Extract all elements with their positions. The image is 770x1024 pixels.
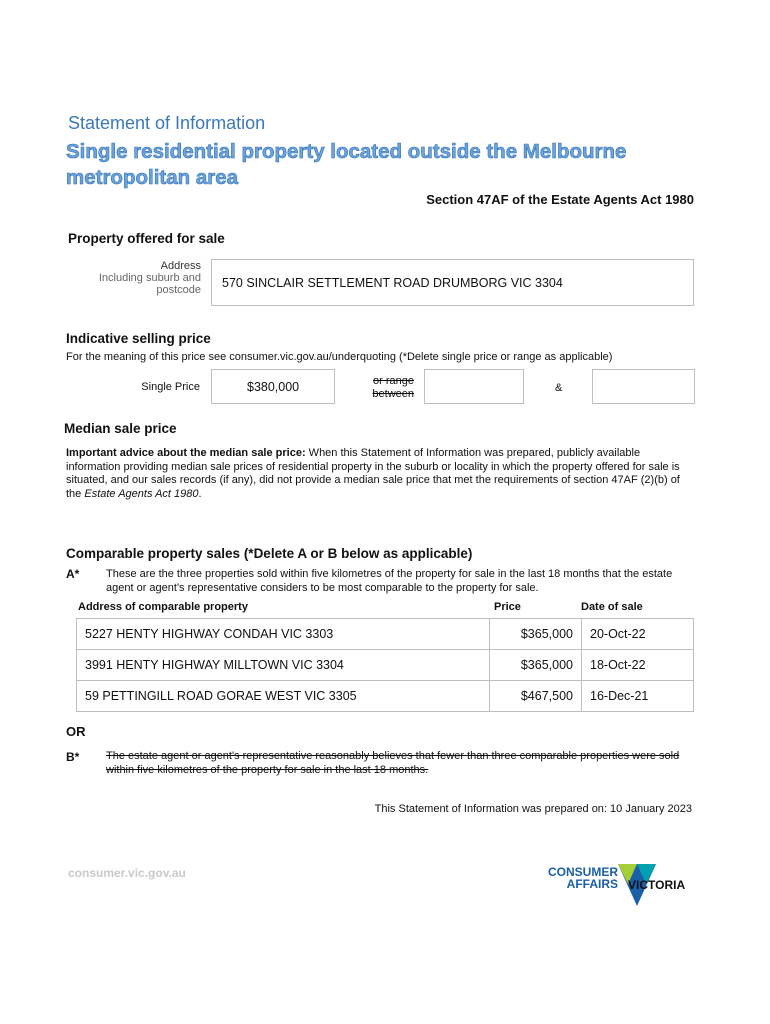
comparable-address[interactable]: 3991 HENTY HIGHWAY MILLTOWN VIC 3304 xyxy=(77,650,490,681)
logo-line-1: CONSUMER xyxy=(547,865,618,879)
col-header-price: Price xyxy=(494,601,521,613)
option-a-marker: A* xyxy=(66,567,80,581)
single-price-field[interactable] xyxy=(211,369,335,404)
comparable-price[interactable]: $365,000 xyxy=(490,650,582,681)
option-b-marker: B* xyxy=(66,750,80,764)
logo-line-2: AFFAIRS xyxy=(566,877,618,891)
median-heading: Median sale price xyxy=(64,421,177,436)
or-divider: OR xyxy=(66,724,86,739)
table-row xyxy=(77,681,694,712)
comparable-price[interactable]: $365,000 xyxy=(490,619,582,650)
range-label-1: or range xyxy=(373,375,414,387)
single-price-label: Single Price xyxy=(141,381,200,393)
address-field[interactable] xyxy=(211,259,694,306)
col-header-date: Date of sale xyxy=(581,601,643,613)
option-a-text: These are the three properties sold within five kilometres of the property for sale in the last 18 months that the estate agent or agent's representative considers to be most comparable to the property for sale. xyxy=(106,568,673,594)
table-row xyxy=(77,619,694,650)
address-value: 570 SINCLAIR SETTLEMENT ROAD DRUMBORG VIC 3304 xyxy=(222,276,563,290)
logo-text-block xyxy=(532,866,618,890)
median-advice-act: Estate Agents Act 1980 xyxy=(84,487,199,500)
price-note: For the meaning of this price see consumer.vic.gov.au/underquoting (*Delete single price or range as applicable) xyxy=(66,351,613,363)
address-sublabel-2: postcode xyxy=(156,284,201,296)
median-advice-text: When this Statement of Information was prepared, publicly available information providing median sale prices of residential property in the suburb or locality in which the property offered for sale is situated, and our sales records (if any), did not provide a median sale price that met the requirements of section 47AF (2)(b) of the xyxy=(66,447,680,500)
range-high-field[interactable] xyxy=(592,369,695,404)
address-sublabel-1: Including suburb and xyxy=(98,272,201,284)
comparable-date[interactable]: 20-Oct-22 xyxy=(582,619,694,650)
range-label xyxy=(340,375,414,401)
page-title: Single residential property located outside the Melbourne metropolitan area xyxy=(66,140,627,189)
range-separator: & xyxy=(555,382,563,394)
comparable-table xyxy=(76,618,694,712)
option-b-text: The estate agent or agent's representative reasonably believes that fewer than three comparable properties were sold within five kilometres of the property for sale in the last 18 months. xyxy=(106,750,680,776)
property-heading: Property offered for sale xyxy=(68,231,225,246)
consumer-affairs-logo xyxy=(530,860,700,910)
col-header-address: Address of comparable property xyxy=(78,601,248,613)
single-price-value: $380,000 xyxy=(247,380,300,394)
address-label-block xyxy=(60,260,201,296)
range-label-2: between xyxy=(372,388,414,400)
comparable-address[interactable]: 59 PETTINGILL ROAD GORAE WEST VIC 3305 xyxy=(77,681,490,712)
median-advice-end: . xyxy=(198,487,202,500)
price-heading: Indicative selling price xyxy=(66,331,211,346)
prepared-date: This Statement of Information was prepared on: 10 January 2023 xyxy=(374,803,692,815)
median-advice-bold: Important advice about the median sale price: xyxy=(66,447,306,459)
footer-url[interactable]: consumer.vic.gov.au xyxy=(68,866,186,880)
comparable-date[interactable]: 18-Oct-22 xyxy=(582,650,694,681)
table-row xyxy=(77,650,694,681)
address-label: Address xyxy=(160,260,201,272)
statement-heading: Statement of Information xyxy=(68,113,266,133)
comparable-heading: Comparable property sales (*Delete A or B below as applicable) xyxy=(66,546,473,561)
median-advice xyxy=(66,447,696,501)
comparable-address[interactable]: 5227 HENTY HIGHWAY CONDAH VIC 3303 xyxy=(77,619,490,650)
comparable-price[interactable]: $467,500 xyxy=(490,681,582,712)
comparable-date[interactable]: 16-Dec-21 xyxy=(582,681,694,712)
range-low-field[interactable] xyxy=(424,369,524,404)
logo-brand: VICTORIA xyxy=(628,878,686,892)
act-reference: Section 47AF of the Estate Agents Act 1980 xyxy=(426,192,694,207)
